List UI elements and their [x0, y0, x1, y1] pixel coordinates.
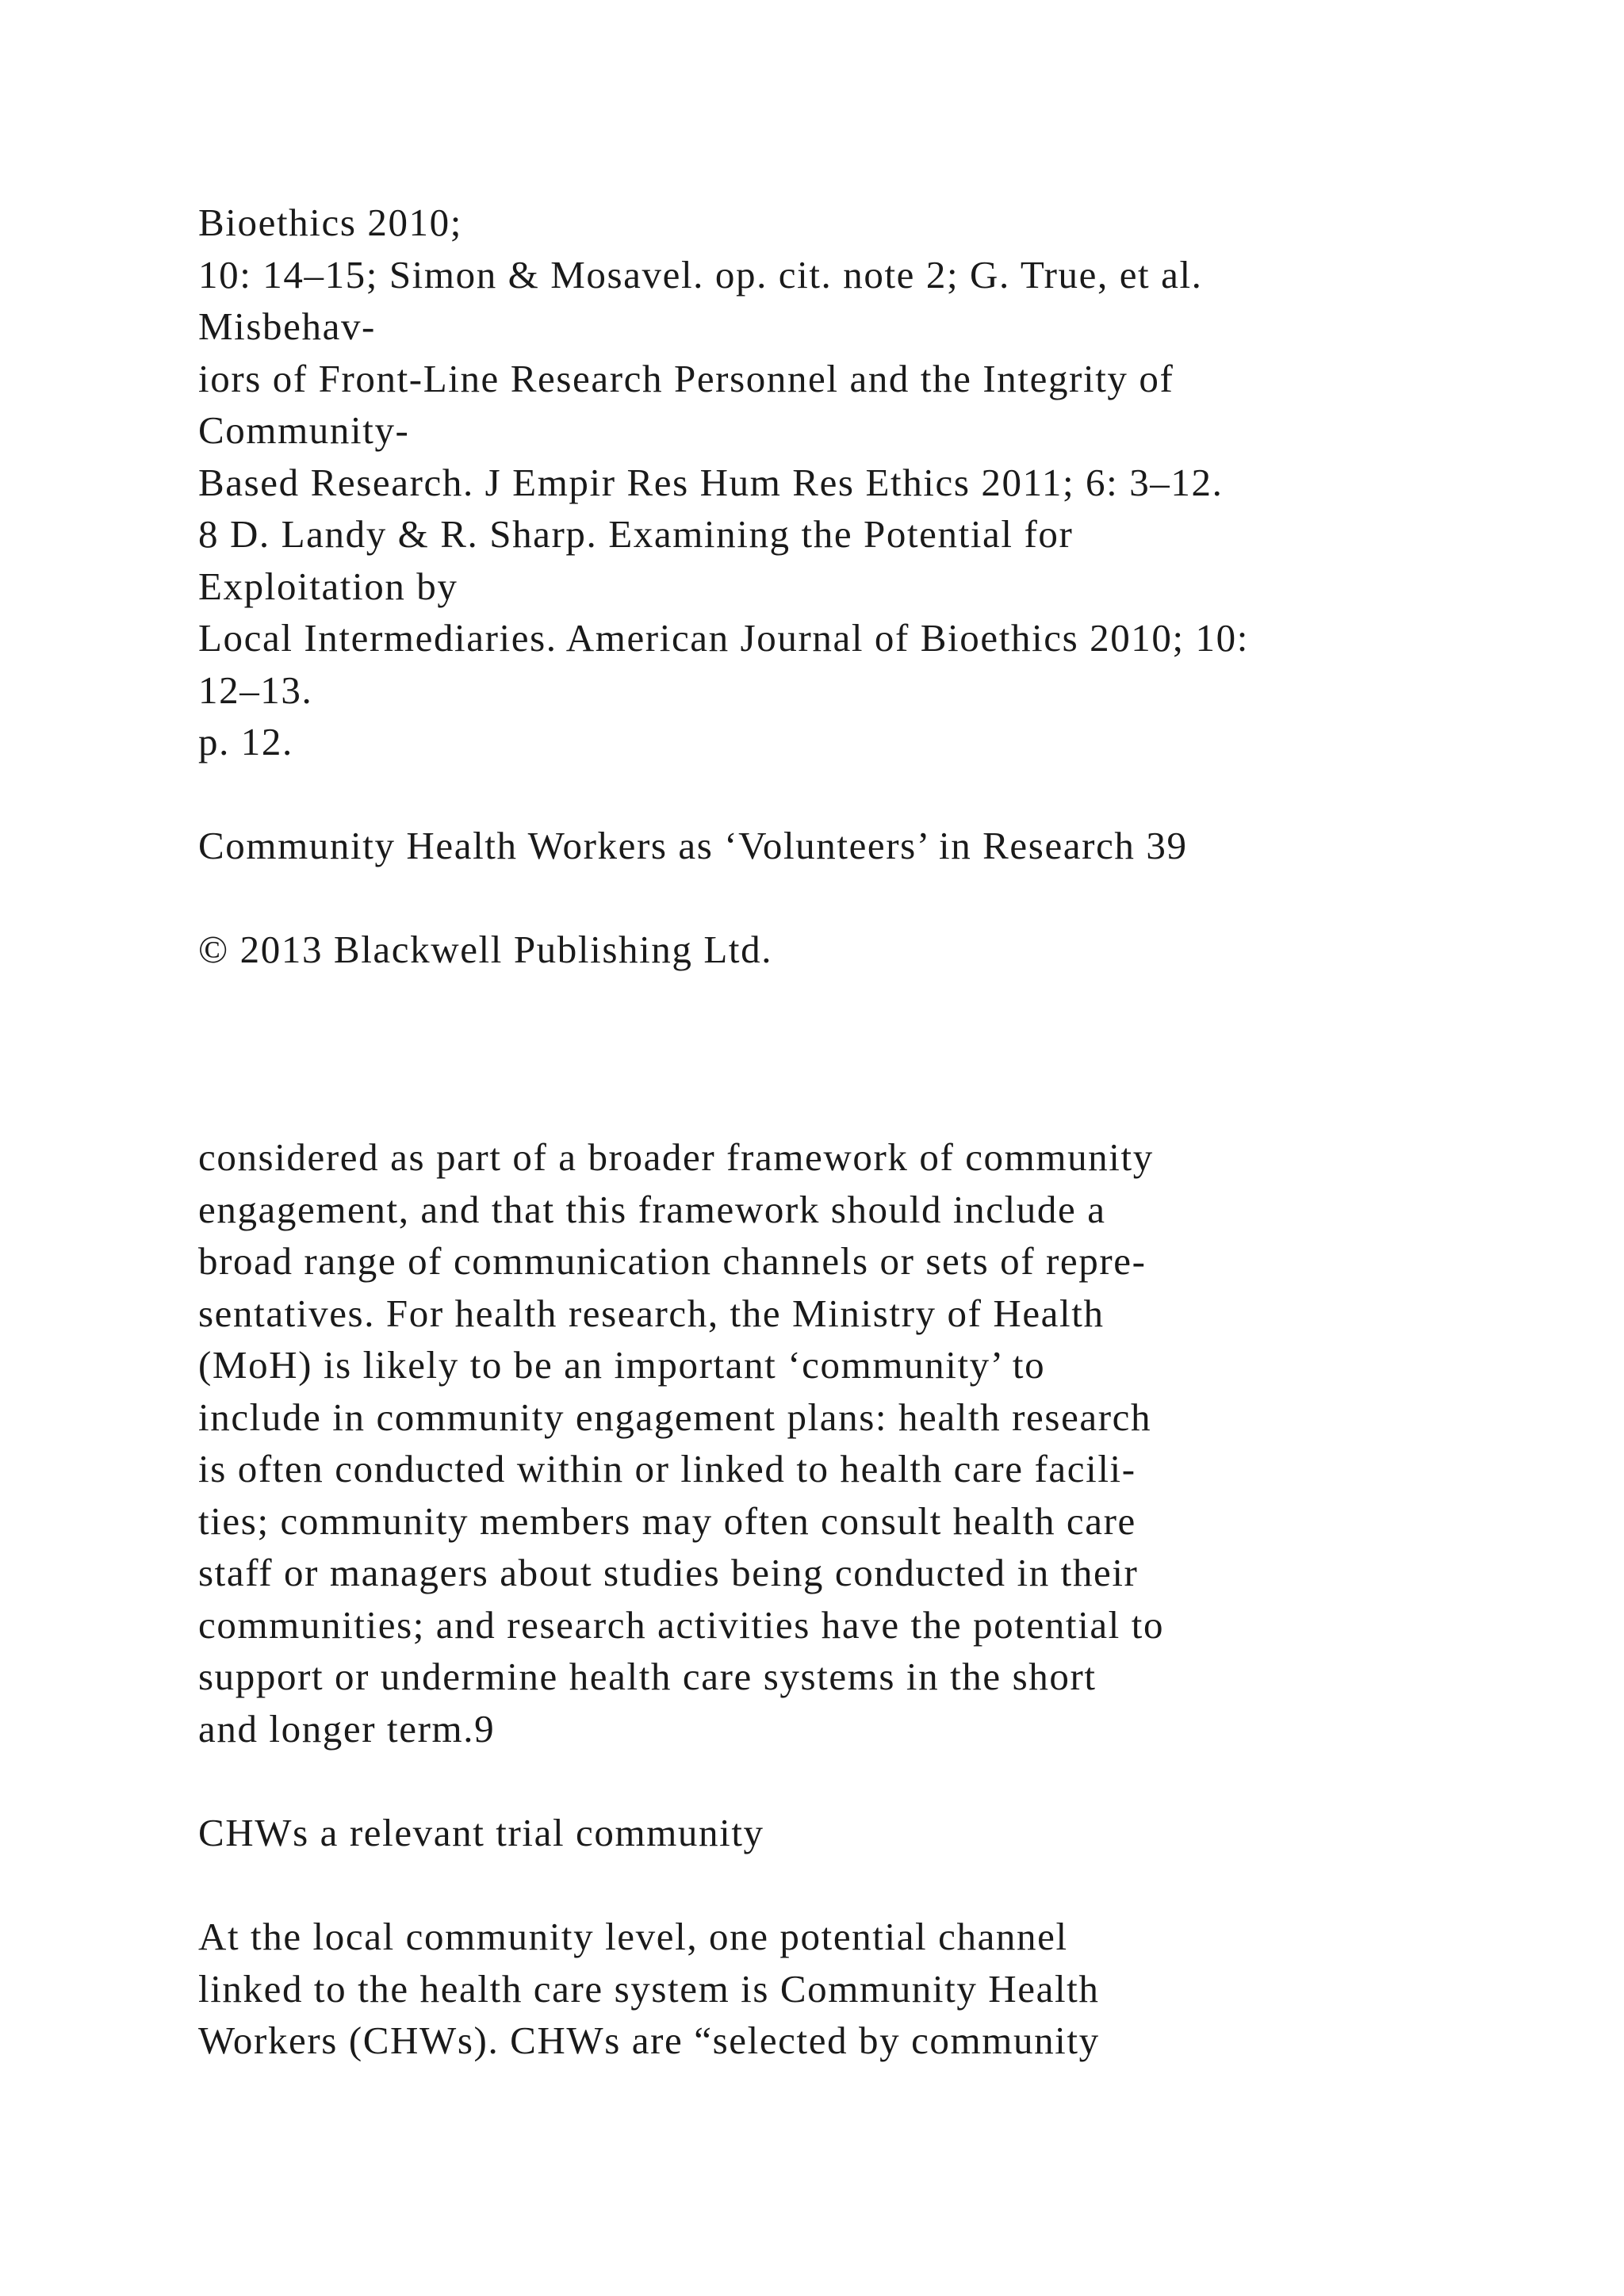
footnote-line: p. 12. [198, 720, 293, 763]
running-footer-title [198, 820, 1188, 872]
document-page [198, 0, 1546, 2296]
body-line: is often conducted within or linked to health care facili- [198, 1447, 1136, 1490]
footnotes-block [198, 197, 1249, 768]
body-line: staff or managers about studies being conducted in their [198, 1551, 1139, 1594]
footnote-line: 12–13. [198, 668, 313, 712]
footnote-line: iors of Front-Line Research Personnel and the Integrity of [198, 356, 1174, 400]
body-line: ties; community members may often consult health care [198, 1498, 1136, 1543]
body-line: (MoH) is likely to be an important ‘community’ to [198, 1343, 1046, 1387]
body-line: Workers (CHWs). CHWs are “selected by community [198, 2019, 1100, 2062]
footnote-line: Bioethics 2010; [198, 201, 462, 244]
body-line: support or undermine health care systems in the short [198, 1655, 1097, 1698]
body-line: include in community engagement plans: health research [198, 1395, 1152, 1439]
body-line: linked to the health care system is Community Health [198, 1966, 1100, 2011]
running-title: Community Health Workers as ‘Volunteers’ in Research 39 [198, 824, 1188, 867]
body-line: engagement, and that this framework should include a [198, 1187, 1106, 1231]
body-line: communities; and research activities have the potential to [198, 1602, 1165, 1647]
body-paragraph-1 [198, 1131, 1164, 1755]
footnote-line: Based Research. J Empir Res Hum Res Ethics 2011; 6: 3–12. [198, 460, 1224, 504]
body-line: and longer term.9 [198, 1706, 496, 1751]
body-line: At the local community level, one potential channel [198, 1915, 1068, 1958]
body-paragraph-2 [198, 1911, 1100, 2067]
footnote-line: Misbehav- [198, 304, 376, 348]
copyright-notice: © 2013 Blackwell Publishing Ltd. [198, 928, 773, 971]
footnote-line: 8 D. Landy & R. Sharp. Examining the Potential for [198, 512, 1074, 556]
copyright-block [198, 924, 772, 976]
footnote-line: Exploitation by [198, 564, 458, 608]
body-line: sentatives. For health research, the Ministry of Health [198, 1291, 1105, 1335]
footnote-line: Community- [198, 408, 410, 452]
section-heading-block [198, 1807, 764, 1859]
footnote-line: 10: 14–15; Simon & Mosavel. op. cit. note 2; G. True, et al. [198, 252, 1203, 297]
footnote-line: Local Intermediaries. American Journal of Bioethics 2010; 10: [198, 616, 1249, 660]
body-line: considered as part of a broader framework of community [198, 1135, 1154, 1179]
body-line: broad range of communication channels or sets of repre- [198, 1239, 1147, 1283]
section-heading: CHWs a relevant trial community [198, 1811, 764, 1854]
